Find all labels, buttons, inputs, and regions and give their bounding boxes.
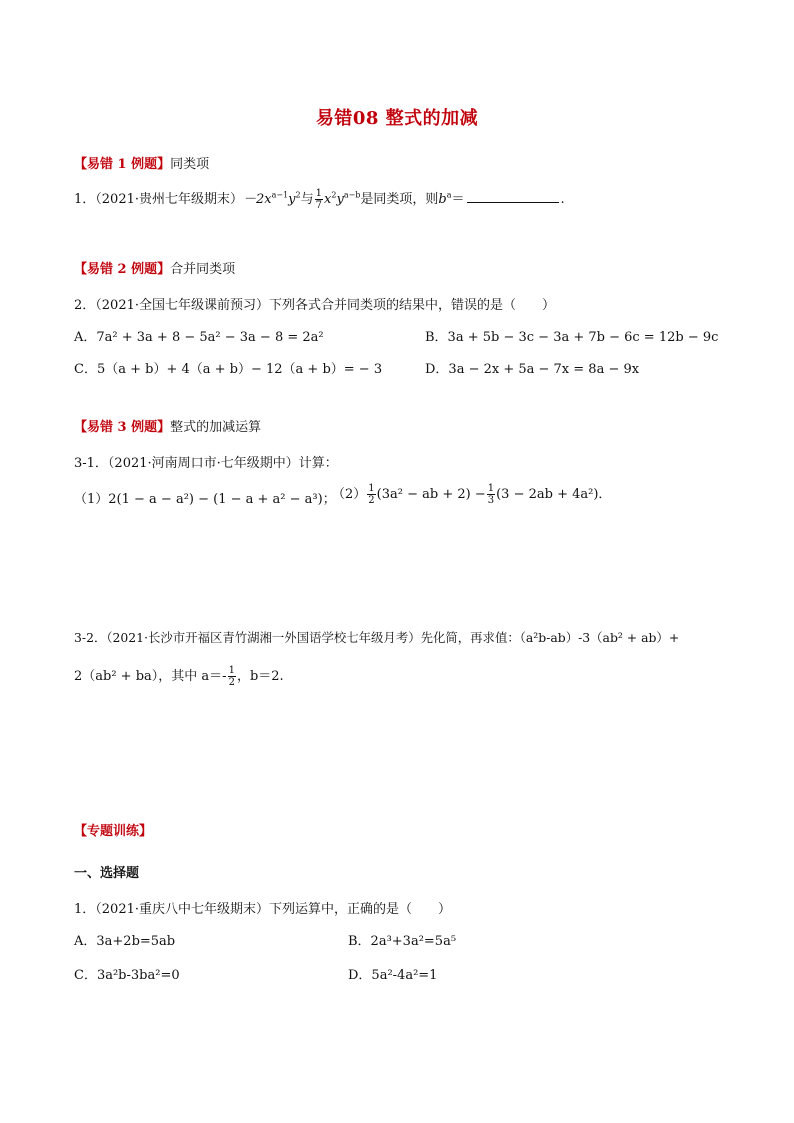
q1-connector: 与 bbox=[300, 192, 314, 207]
question-3-2-line2 bbox=[74, 665, 284, 688]
section-heading-1 bbox=[74, 153, 209, 172]
q1-term2b: y bbox=[336, 192, 344, 207]
section-bracket: 【易错 1 例题】 bbox=[74, 157, 171, 172]
section-bracket: 【专题训练】 bbox=[74, 824, 153, 839]
q2-option-c: C．5（a + b）+ 4（a + b）− 12（a + b）= − 3 bbox=[74, 362, 383, 377]
q31-part2-mid: (3a² − ab + 2) − bbox=[376, 487, 486, 502]
q1-frac-den: 7 bbox=[315, 200, 323, 211]
part-heading-choice: 一、选择题 bbox=[74, 866, 140, 881]
frac-num: 1 bbox=[487, 483, 495, 494]
t1-option-a: A．3a+2b=5ab bbox=[74, 934, 176, 949]
q1-exp1: a−1 bbox=[271, 190, 289, 200]
section-text: 整式的加减运算 bbox=[170, 420, 262, 435]
q2-option-a: A．7a² + 3a + 8 − 5a² − 3a − 8 = 2a² bbox=[74, 330, 324, 345]
q32-fraction bbox=[228, 665, 236, 688]
q1-ask-eq: ＝ bbox=[451, 192, 465, 207]
q1-ask: b bbox=[438, 192, 447, 207]
frac-num: 1 bbox=[228, 665, 235, 676]
frac-den: 2 bbox=[368, 495, 375, 506]
frac-num: 1 bbox=[368, 483, 375, 494]
q31-part2-label: （2） bbox=[332, 487, 367, 502]
page-title: 易错08 整式的加减 bbox=[315, 108, 479, 129]
q1-term1: －2x bbox=[243, 192, 272, 207]
q32-line2-b: ，b＝2. bbox=[236, 669, 284, 684]
section-text: 同类项 bbox=[170, 157, 210, 172]
q31-part-1 bbox=[74, 488, 336, 507]
frac-den: 3 bbox=[487, 495, 495, 506]
section-heading-training bbox=[74, 820, 152, 839]
q31-part2-end: (3 − 2ab + 4a²)． bbox=[496, 487, 612, 502]
section-text: 合并同类项 bbox=[170, 262, 236, 277]
q2-option-b: B．3a + 5b − 3c − 3a + 7b − 6c = 12b − 9c bbox=[425, 330, 719, 345]
q31-part1-label: （1） bbox=[74, 492, 109, 507]
q1-exp2b: a−b bbox=[343, 190, 361, 200]
q1-ask-exp: a bbox=[446, 190, 452, 200]
question-2-stem: 2．（2021·全国七年级课前预习）下列各式合并同类项的结果中，错误的是（ ） bbox=[74, 298, 555, 313]
q1-suffix: 是同类项，则 bbox=[360, 192, 439, 207]
q31-frac2 bbox=[487, 483, 495, 506]
training-question-1-stem: 1．（2021·重庆八中七年级期末）下列运算中，正确的是（ ） bbox=[74, 902, 451, 917]
answer-blank[interactable] bbox=[467, 192, 559, 203]
question-3-2-line1: 3-2．（2021·长沙市开福区青竹湖湘一外国语学校七年级月考）先化简，再求值：（a²b-ab）-3（ab² + ab）+ bbox=[74, 630, 680, 645]
q31-part1-expr: 2(1 − a − a²) − (1 − a + a² − a³)； bbox=[108, 492, 336, 507]
q1-fraction bbox=[315, 188, 323, 211]
q1-exp2: 2 bbox=[331, 190, 337, 200]
t1-option-b: B．2a³+3a²=5a⁵ bbox=[348, 934, 457, 949]
section-bracket: 【易错 2 例题】 bbox=[74, 262, 171, 277]
q1-end: . bbox=[560, 192, 565, 207]
q2-option-d: D．3a − 2x + 5a − 7x = 8a − 9x bbox=[425, 362, 640, 377]
section-heading-2 bbox=[74, 258, 235, 277]
q1-term2: x bbox=[324, 192, 332, 207]
section-bracket: 【易错 3 例题】 bbox=[74, 420, 171, 435]
t1-option-c: C．3a²b-3ba²=0 bbox=[74, 968, 180, 983]
question-3-1-stem: 3-1．（2021·河南周口市·七年级期中）计算： bbox=[74, 456, 338, 471]
q31-part-2 bbox=[332, 483, 611, 506]
q1-prefix: 1．（2021·贵州七年级期末） bbox=[74, 192, 243, 207]
q31-frac1 bbox=[367, 483, 375, 506]
frac-den: 2 bbox=[228, 677, 235, 688]
q32-line2-a: 2（ab² + ba），其中 a＝- bbox=[74, 669, 227, 684]
q1-exp1b: 2 bbox=[295, 190, 301, 200]
q1-term1b: y bbox=[288, 192, 296, 207]
t1-option-d: D．5a²-4a²=1 bbox=[348, 968, 438, 983]
section-heading-3 bbox=[74, 416, 261, 435]
q1-frac-num: 1 bbox=[315, 188, 323, 199]
question-1 bbox=[74, 188, 565, 211]
